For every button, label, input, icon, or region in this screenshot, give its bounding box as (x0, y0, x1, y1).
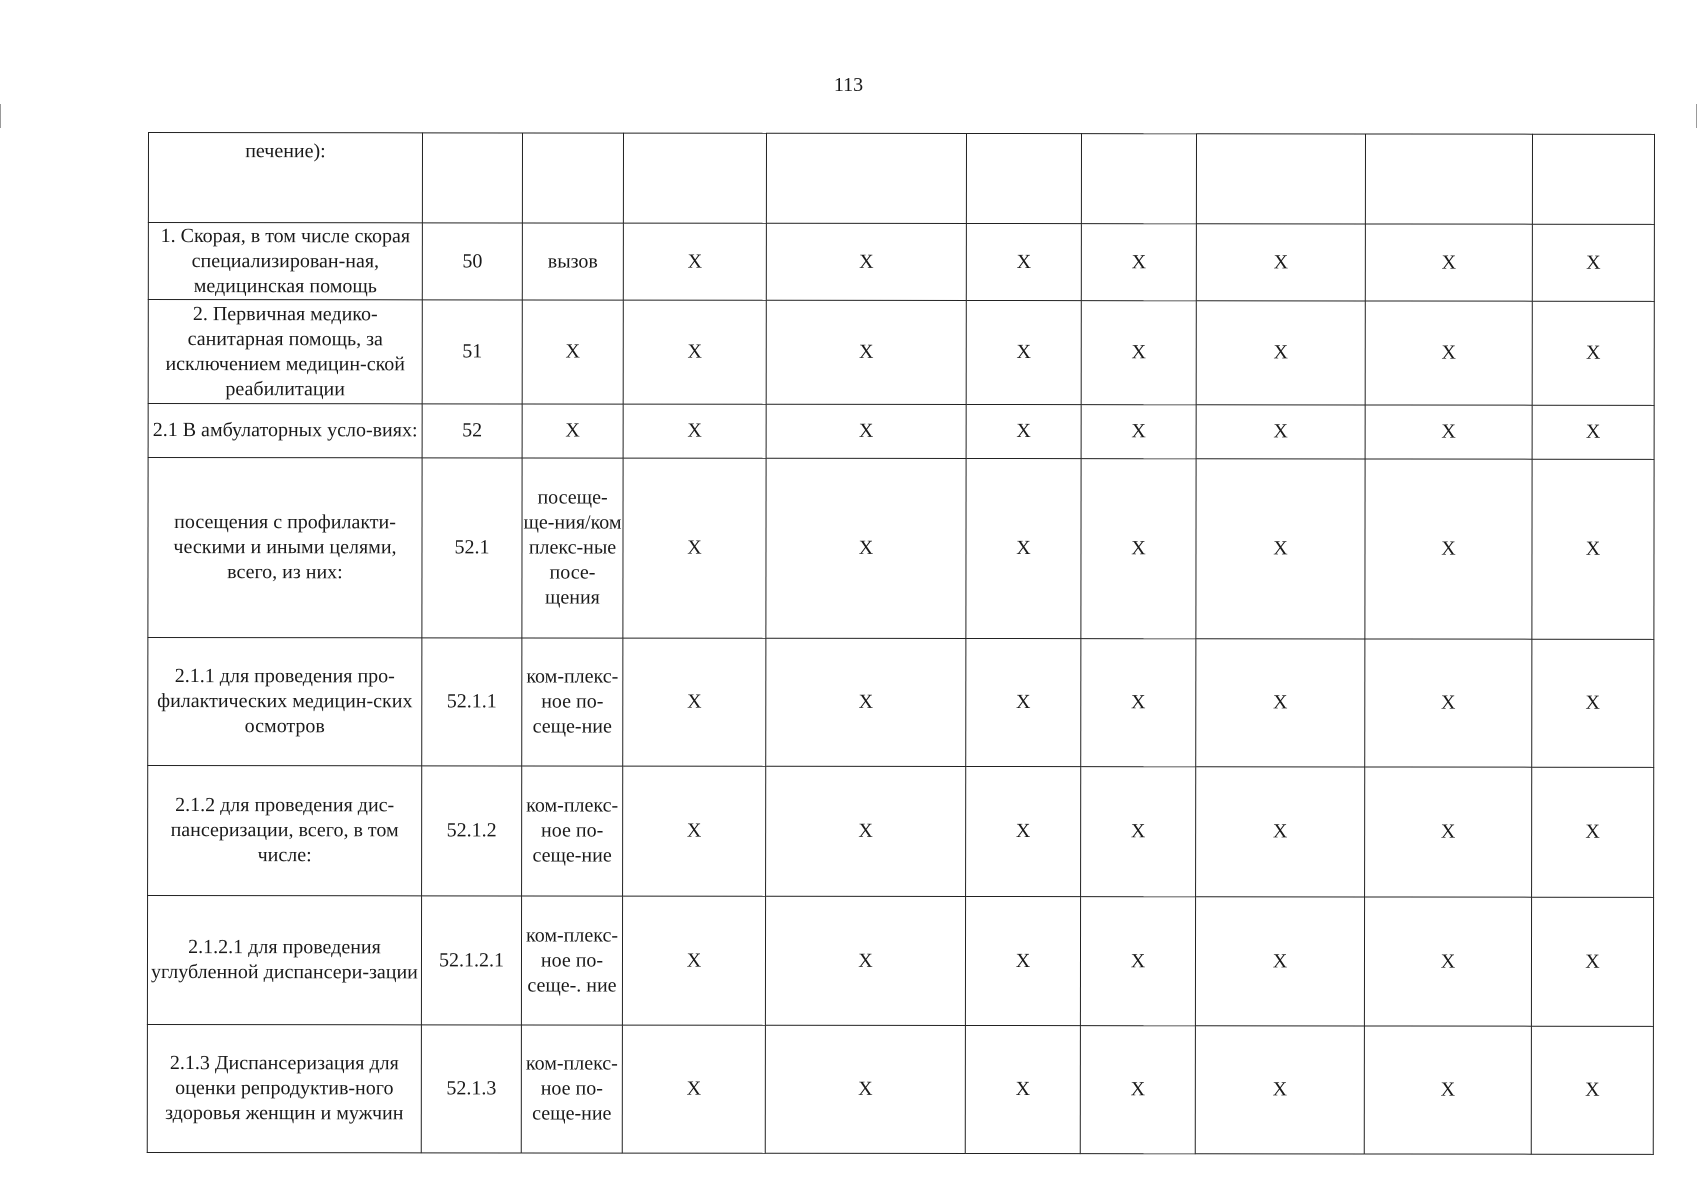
scan-edge-mark-left (0, 104, 1, 128)
mark-cell: X (623, 300, 766, 404)
row-code-cell: 52.1.3 (421, 1025, 521, 1153)
table-row (148, 766, 1654, 898)
mark-cell: X (766, 404, 966, 458)
row-label-cell: 2.1.3 Диспансеризация для оценки репродуктив-ного здоровья женщин и мужчин (147, 1025, 421, 1153)
data-table (147, 132, 1655, 1155)
mark-cell: X (766, 638, 966, 766)
row-label-cell: 2.1 В амбулаторных усло-виях: (148, 404, 422, 458)
mark-cell: X (1081, 639, 1196, 767)
mark-cell (1365, 134, 1532, 224)
row-code-cell: 51 (422, 300, 522, 404)
mark-cell (766, 133, 966, 223)
row-code-cell: 52 (422, 404, 522, 458)
mark-cell: X (1081, 459, 1196, 639)
row-label-cell: печение): (148, 133, 422, 223)
mark-cell: X (1196, 405, 1365, 459)
mark-cell: X (1365, 639, 1532, 767)
mark-cell: X (966, 300, 1081, 404)
mark-cell: X (622, 1025, 765, 1153)
mark-cell: X (1196, 767, 1365, 897)
row-unit-cell: ком-плекс-ное по-сеще-ние (521, 1025, 622, 1153)
table-row (148, 300, 1654, 406)
row-unit-cell: ком-плекс-ное по-сеще-ние (522, 638, 623, 766)
mark-cell: X (765, 1025, 965, 1153)
mark-cell: X (765, 896, 965, 1025)
mark-cell: X (1532, 767, 1654, 897)
mark-cell: X (1196, 639, 1365, 767)
mark-cell: X (766, 458, 966, 638)
mark-cell: X (623, 766, 766, 896)
row-code-cell: 52.1.2 (422, 766, 522, 896)
row-code-cell: 52.1 (422, 458, 522, 638)
row-unit-cell: X (522, 404, 623, 458)
row-unit-cell: вызов (522, 223, 623, 300)
mark-cell: X (623, 458, 766, 638)
table-row (147, 896, 1653, 1027)
mark-cell: X (966, 223, 1081, 300)
row-unit-cell: ком-плекс-ное по-сеще-ние (522, 766, 623, 896)
mark-cell: X (766, 223, 966, 300)
mark-cell: X (1531, 897, 1653, 1026)
table-row (148, 404, 1654, 460)
mark-cell: X (1081, 405, 1196, 459)
row-label-cell: 2. Первичная медико-санитарная помощь, за исключением медицин-ской реабилитации (148, 300, 422, 404)
mark-cell: X (1364, 1026, 1531, 1154)
mark-cell: X (1365, 767, 1532, 897)
mark-cell: X (1532, 405, 1654, 459)
mark-cell: X (1532, 639, 1654, 767)
row-code-cell (422, 133, 522, 223)
mark-cell: X (766, 766, 966, 896)
mark-cell: X (1081, 224, 1196, 301)
mark-cell: X (1195, 1026, 1364, 1154)
row-unit-cell: ком-плекс-ное по-сеще-. ние (521, 896, 622, 1025)
row-label-cell: 2.1.1 для проведения про-филактических медицин-ских осмотров (148, 638, 422, 766)
mark-cell: X (1532, 301, 1654, 405)
row-label-cell: 1. Скорая, в том числе скорая специализирован-ная, медицинская помощь (148, 223, 422, 300)
mark-cell: X (966, 404, 1081, 458)
mark-cell: X (966, 638, 1081, 766)
table-row (148, 638, 1654, 768)
table-row (148, 223, 1654, 302)
mark-cell: X (1364, 897, 1531, 1026)
table-row (148, 133, 1654, 225)
row-label-cell: посещения с профилакти-ческими и иными целями, всего, из них: (148, 458, 422, 638)
table-row (148, 458, 1654, 640)
mark-cell: X (1195, 897, 1364, 1026)
mark-cell (1081, 134, 1196, 224)
row-code-cell: 52.1.1 (422, 638, 522, 766)
mark-cell: X (1196, 224, 1365, 301)
row-code-cell: 52.1.2.1 (421, 896, 521, 1025)
page-number: 113 (833, 74, 864, 96)
table-row (147, 1025, 1653, 1155)
row-code-cell: 50 (422, 223, 522, 300)
mark-cell: X (1080, 1026, 1195, 1154)
row-label-cell: 2.1.2.1 для проведения углубленной диспансери-зации (147, 896, 421, 1025)
mark-cell: X (1081, 301, 1196, 405)
mark-cell: X (966, 458, 1081, 638)
row-unit-cell: посеще-ще-ния/ком плекс-ные посе-щения (522, 458, 623, 638)
mark-cell: X (1365, 405, 1532, 459)
mark-cell: X (1365, 224, 1532, 301)
mark-cell: X (966, 766, 1081, 896)
mark-cell (1196, 134, 1365, 224)
row-unit-cell (522, 133, 623, 223)
mark-cell: X (1196, 301, 1365, 405)
mark-cell (623, 133, 766, 223)
mark-cell (966, 133, 1081, 223)
mark-cell: X (1532, 459, 1654, 639)
mark-cell: X (766, 300, 966, 404)
mark-cell: X (1196, 459, 1365, 639)
mark-cell: X (1081, 767, 1196, 897)
mark-cell: X (623, 638, 766, 766)
mark-cell: X (622, 896, 765, 1025)
mark-cell: X (1365, 301, 1532, 405)
mark-cell: X (623, 404, 766, 458)
mark-cell: X (1365, 459, 1532, 639)
row-unit-cell: X (522, 300, 623, 404)
mark-cell: X (1532, 224, 1654, 301)
table-body (147, 133, 1654, 1155)
row-label-cell: 2.1.2 для проведения дис-пансеризации, всего, в том числе: (148, 766, 422, 896)
mark-cell: X (965, 896, 1080, 1025)
mark-cell: X (623, 223, 766, 300)
mark-cell (1532, 134, 1654, 224)
mark-cell: X (1531, 1026, 1653, 1154)
mark-cell: X (1080, 897, 1195, 1026)
mark-cell: X (965, 1025, 1080, 1153)
